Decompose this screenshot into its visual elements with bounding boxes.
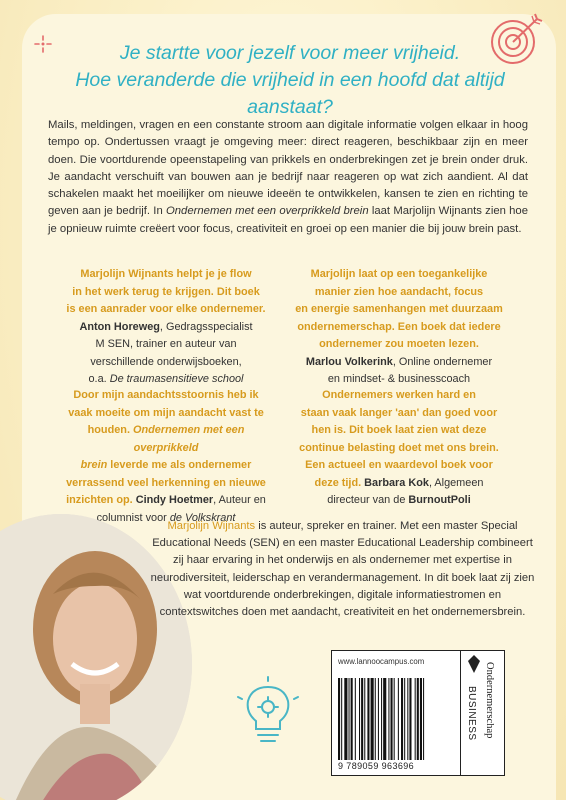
barcode-bar <box>409 678 411 760</box>
quote-line: hen is. Dit boek laat zien wat deze <box>311 424 487 436</box>
quote-line: in het werk terug te krijgen. Dit boek <box>72 285 260 298</box>
quote-book-title: Ondernemen met een overprikkeld <box>133 424 245 454</box>
barcode-bar <box>338 678 340 760</box>
quote-line: Marjolijn Wijnants helpt je je flow <box>80 268 252 280</box>
headline <box>40 40 540 121</box>
barcode-bar <box>375 678 376 760</box>
quote-line: ondernemerschap. Een boek dat iedere <box>297 320 501 333</box>
barcode-bar <box>349 678 350 760</box>
quote-line: staan vaak langer 'aan' dan goed voor <box>300 406 498 419</box>
quote-line: is een aanrader voor elke ondernemer. <box>66 303 266 315</box>
barcode-bar <box>404 678 405 760</box>
quote-author-role: , Online ondernemer <box>392 355 493 368</box>
barcode <box>338 678 456 760</box>
author-bio-text: is auteur, spreker en trainer. Met een master Special Educational Needs (SEN) en een master Educational Leadership combineert zij haar ervaring in het onderwijs en als ondernemer met expertise in neurodiversiteit, leiderschap en verandermanagement. In dit boek laat zij zien wat voortdurende onderbrekingen, digitale informatiestromen en contextswitches doen met aandacht, creativiteit en het ondernemersbrein. <box>150 520 535 619</box>
barcode-bar <box>383 678 386 760</box>
isbn-number: 9 789059 963696 <box>338 761 415 771</box>
quote-author: Cindy Hoetmer <box>135 494 214 506</box>
barcode-bar <box>398 678 399 760</box>
barcode-bar <box>367 678 369 760</box>
barcode-bar <box>355 678 356 760</box>
quote-author-role: directeur van de <box>327 494 409 506</box>
quote-author-role: verschillende onderwijsboeken, <box>90 355 242 368</box>
quote-line: en energie samenhangen met duurzaam <box>295 303 503 315</box>
endorsement-quote <box>290 266 508 389</box>
barcode-bar <box>407 678 408 760</box>
quote-author-role: , Gedragsspecialist <box>159 320 253 333</box>
quote-line: inzichten op. <box>66 494 136 506</box>
barcode-bar <box>341 678 342 760</box>
quote-line: Door mijn aandachtsstoornis heb ik <box>73 389 259 401</box>
quote-line: ondernemer zou moeten lezen. <box>319 338 479 350</box>
intro-paragraph <box>48 117 528 238</box>
barcode-bar <box>378 678 379 760</box>
quote-line: verrassend veel herkenning en nieuwe <box>66 476 266 489</box>
quote-line: Een actueel en waardevol boek voor <box>305 459 493 471</box>
endorsement-quote <box>58 266 274 389</box>
quote-line: continue belasting doet met ons brein. <box>299 441 499 454</box>
barcode-bar <box>388 678 389 760</box>
quote-author-role: , Algemeen <box>428 476 484 489</box>
intro-text: Mails, meldingen, vragen en een constante stroom aan digitale informatie volgen elkaar in hoog tempo op. Ondertussen vraagt je omgeving meer: direct reageren, beschikbaar zijn en meer doen. Die voortdurende opeenstapeling van prikkels en onderbrekingen zet je brein onder druk. Je aandacht verschuift van bouwen aan je bedrijf naar reageren op wat zich aandient. Al dat schakelen maakt het moeilijker om nieuwe ideeën te ontwikkelen, kansen te zien en richting te geven aan je bedrijf. In <box>48 119 528 218</box>
barcode-bar <box>344 678 347 760</box>
quote-author-role: o.a. <box>88 373 110 385</box>
quote-author-role: , Auteur en <box>213 494 266 506</box>
intro-text-end: laat Marjolijn Wijnants zien hoe je opnieuw ruimte creëert voor focus, creativiteit en groei op een manier die bij jouw brein past. <box>48 205 528 235</box>
headline-line-1: Je startte voor jezelf voor meer vrijheid. <box>119 42 461 64</box>
quote-book-title: De traumasensitieve school <box>109 373 244 385</box>
quote-line: deze tijd. <box>314 476 365 489</box>
barcode-bar <box>423 678 424 760</box>
quote-line: Marjolijn laat op een toegankelijke <box>310 268 488 280</box>
quote-line: Ondernemers werken hard en <box>322 389 476 401</box>
quote-book-title: brein <box>80 459 108 471</box>
lightbulb-icon <box>236 675 300 747</box>
quote-publication: de Volkskrant <box>169 511 236 524</box>
barcode-bar <box>371 678 374 760</box>
barcode-bar <box>361 678 363 760</box>
endorsement-quote <box>58 387 274 527</box>
quote-line: manier zien hoe aandacht, focus <box>314 285 484 298</box>
barcode-bar <box>381 678 382 760</box>
barcode-bar <box>401 678 403 760</box>
quote-author-role: M SEN, trainer en auteur van <box>95 338 237 350</box>
quote-line: leverde me als ondernemer <box>107 459 252 471</box>
barcode-bar <box>359 678 360 760</box>
quote-author: Anton Horeweg <box>79 320 160 333</box>
barcode-bar <box>391 678 393 760</box>
intro-book-title: Ondernemen met een overprikkeld brein <box>165 205 369 218</box>
quote-line: houden. <box>87 424 133 436</box>
barcode-bar <box>420 678 422 760</box>
barcode-bar <box>394 678 395 760</box>
barcode-bar <box>364 678 365 760</box>
divider <box>460 650 461 775</box>
quote-author-role: columnist voor <box>96 511 170 524</box>
subject-label: Ondernemerschap <box>484 662 495 739</box>
quote-author-role: en mindset- & businesscoach <box>327 373 471 385</box>
barcode-bar <box>417 678 419 760</box>
publisher-logo-icon <box>468 655 480 673</box>
publisher-website: www.lannoocampus.com <box>338 657 425 666</box>
barcode-bar <box>415 678 416 760</box>
headline-line-2: Hoe veranderde die vrijheid in een hoofd dat altijd aanstaat? <box>75 69 505 118</box>
quote-author: Marlou Volkerink <box>305 355 393 368</box>
author-bio <box>150 518 535 621</box>
author-name: Marjolijn Wijnants <box>167 520 256 532</box>
barcode-bar <box>351 678 353 760</box>
quote-organisation: BurnoutPoli <box>408 494 471 506</box>
endorsement-quote <box>290 387 508 510</box>
quote-line: vaak moeite om mijn aandacht vast te <box>68 406 264 419</box>
quote-author: Barbara Kok <box>364 476 429 489</box>
category-label: BUSINESS <box>466 686 477 741</box>
